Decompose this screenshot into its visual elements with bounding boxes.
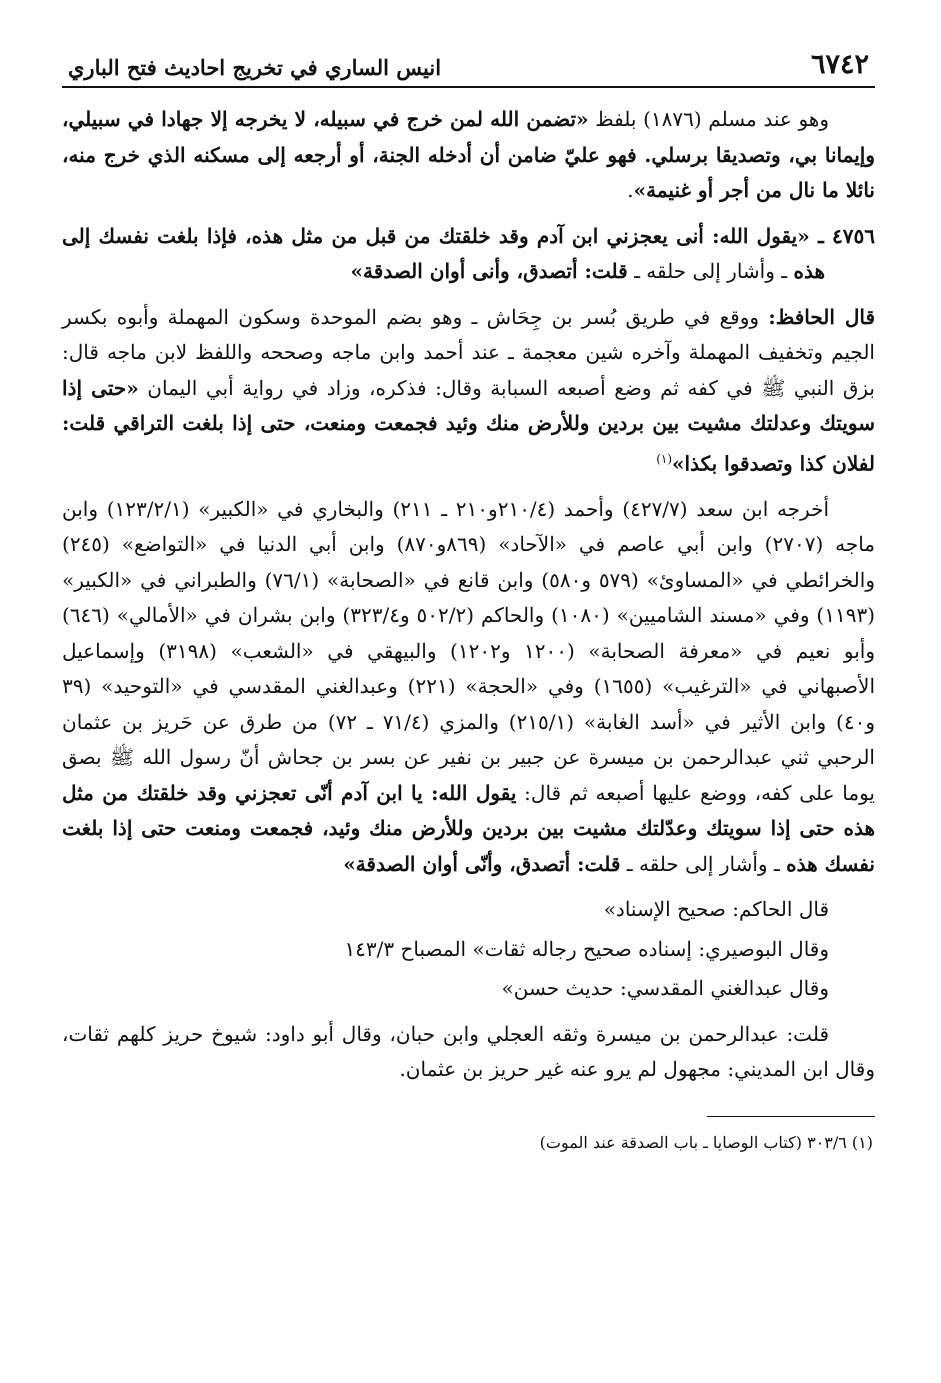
footnote: (١) ٣٠٣/٦ (كتاب الوصايا ـ باب الصدقة عند الموت) bbox=[539, 1132, 873, 1152]
ruling-hakim: قال الحاكم: صحيح الإسناد» bbox=[603, 897, 829, 922]
hadith-gesture: ـ وأشار إلى حلقه ـ bbox=[627, 259, 794, 283]
conclusion-paragraph: قلت: عبدالرحمن بن ميسرة وثقه العجلي وابن حبان، وقال أبو داود: شيوخ حريز كلهم ثقات، وقال ابن المديني: مجهول لم يرو عنه غير حريز بن عثمان. bbox=[62, 1021, 875, 1082]
muslim-paragraph bbox=[62, 102, 875, 209]
hadith-4756 bbox=[62, 219, 875, 290]
footnote-ref: (١) bbox=[656, 451, 673, 466]
muslim-quote: «تضمن الله لمن خرج في سبيله، لا يخرجه إلا جهادا في سبيلي، وإيمانا بي، وتصديقا برسلي. فهو عليّ ضامن أن أدخله الجنة، أو أرجعه إلى مسكنه الذي خرج منه، نائلا ما نال من أجر أو غنيمة» bbox=[62, 107, 875, 202]
hafiz-commentary bbox=[62, 300, 875, 482]
ruling-busiri: وقال البوصيري: إسناده صحيح رجاله ثقات» المصباح ١٤٣/٣ bbox=[344, 936, 829, 961]
hafiz-text: ووقع في طريق بُسر بن جِحَاش ـ وهو بضم الموحدة وسكون المهملة وأبوه بكسر الجيم وتخفيف المهملة وآخره شين معجمة ـ عند أحمد وابن ماجه وصححه واللفظ لابن ماجه قال: بزق النبي ﷺ في كفه ثم وضع أصبعه السبابة وقال: فذكره، وزاد في رواية أبي اليمان bbox=[62, 304, 875, 400]
muslim-lead: وهو عند مسلم (١٨٧٦) بلفظ bbox=[588, 107, 829, 131]
hadith-text-part1: «يقول الله: أنى يعجزني ابن آدم وقد خلقتك من قبل من مثل هذه، فإذا بلغت نفسك إلى هذه bbox=[62, 223, 825, 283]
takhrij-quote-part2: قلت: أتصدق، وأنّى أوان الصدقة» bbox=[343, 851, 621, 876]
page-number: ٦٧٤٢ bbox=[810, 49, 869, 80]
takhrij-paragraph bbox=[62, 492, 875, 883]
muslim-tail: . bbox=[627, 178, 634, 202]
running-title: انيس الساري في تخريج احاديث فتح الباري bbox=[68, 55, 442, 80]
takhrij-quote-part1: يقول الله: يا ابن آدم أنّى تعجزني وقد خلقتك من مثل هذه حتى إذا سويتك وعدّلتك مشيت بين بردين وللأرض منك وئيد، فجمعت ومنعت حتى إذا بلغت نفسك هذه bbox=[62, 780, 875, 876]
page-body bbox=[62, 102, 875, 1155]
takhrij-sources: أخرجه ابن سعد (٤٢٧/٧) وأحمد (٢١٠/٤و٢١٠ ـ ٢١١) والبخاري في «الكبير» (١٢٣/٢/١) وابن ماجه (٢٧٠٧) وابن أبي عاصم في «الآحاد» (٨٦٩و٨٧٠) وابن أبي الدنيا في «التواضع» (٢٤٥) والخرائطي في «المساوئ» (٥٧٩ و٥٨٠) وابن قانع في «الصحابة» (٧٦/١) والطبراني في «الكبير» (١١٩٣) وفي «مسند الشاميين» (١٠٨٠) والحاكم (٥٠٢/٢ و٣٢٣/٤) وابن بشران في «الأمالي» (٦٤٦) وأبو نعيم في «معرفة الصحابة» (١٢٠٠ و١٢٠٢) والبيهقي في «الشعب» (٣١٩٨) وإسماعيل الأصبهاني في «الترغيب» (١٦٥٥) وفي «الحجة» (٢٢١) وعبدالغني المقدسي في «التوحيد» (٣٩ و٤٠) وابن الأثير في «أسد الغابة» (٢١٥/١) والمزي (٧١/٤ ـ ٧٢) من طرق عن حَريز بن عثمان الرحبي ثني عبدالرحمن بن ميسرة عن جبير بن نفير عن بسر بن جحاش أنّ رسول الله ﷺ بصق يوما على كفه، ووضع عليها أصبعه ثم قال: bbox=[62, 496, 876, 805]
footnote-divider bbox=[707, 1116, 875, 1117]
hadith-text-part2: قلت: أتصدق، وأنى أوان الصدقة» bbox=[350, 259, 628, 283]
page-header bbox=[62, 30, 875, 88]
hafiz-quote: «حتى إذا سويتك وعدلتك مشيت بين بردين وللأرض منك وئيد فجمعت ومنعت، حتى إذا بلغت التراقي قلت: لفلان كذا وتصدقوا بكذا» bbox=[62, 375, 875, 476]
takhrij-gesture: ـ وأشار إلى حلقه ـ bbox=[620, 851, 787, 876]
ruling-maqdisi: وقال عبدالغني المقدسي: حديث حسن» bbox=[501, 976, 829, 1001]
hadith-number: ٤٧٥٦ ـ bbox=[809, 223, 875, 248]
hafiz-label: قال الحافظ: bbox=[768, 304, 876, 329]
